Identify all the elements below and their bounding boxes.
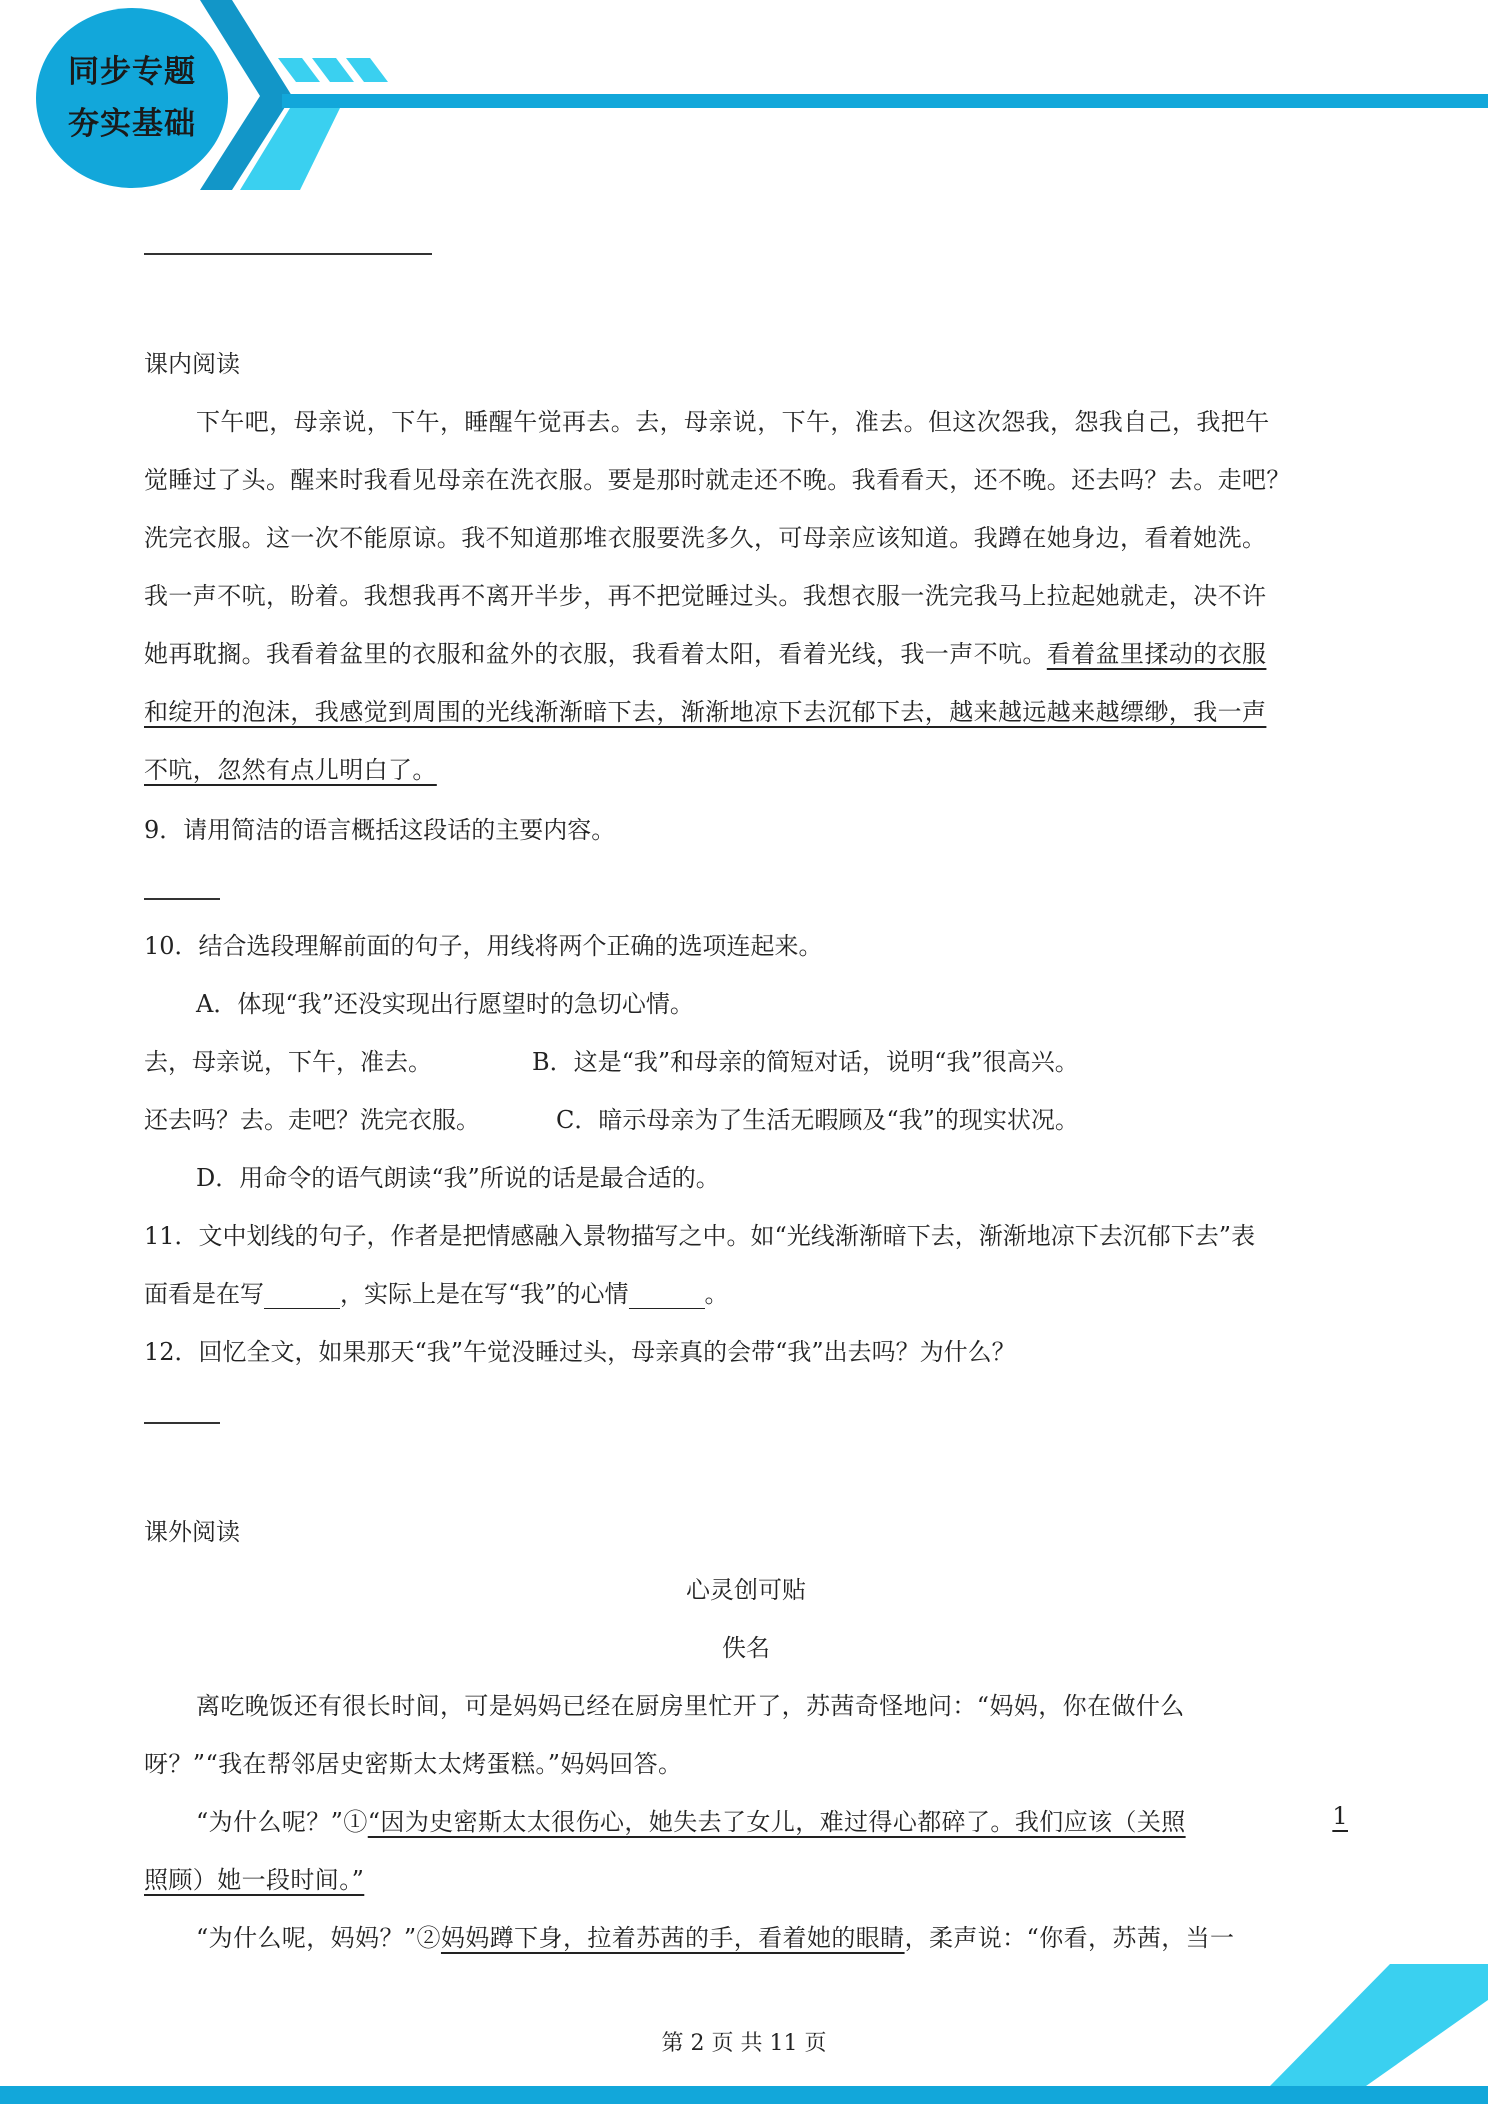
answer-line-top bbox=[144, 253, 432, 255]
question-11-line-1: 11．文中划线的句子，作者是把情感融入景物描写之中。如“光线渐渐暗下去，渐渐地凉下去沉郁下去”表 bbox=[144, 1222, 1256, 1250]
passage-line-7-underlined: 不吭，忽然有点儿明白了。 bbox=[144, 756, 437, 784]
option-d: D．用命令的语气朗读“我”所说的话是最合适的。 bbox=[196, 1164, 720, 1192]
article-p1-line-2: 呀？”“我在帮邻居史密斯太太烤蛋糕。”妈妈回答。 bbox=[144, 1750, 683, 1778]
p2-marker: 1 bbox=[1332, 1802, 1348, 1830]
p2-line-2-underlined: 照顾）她一段时间。” bbox=[144, 1866, 365, 1894]
p3-underlined: 妈妈蹲下身，拉着苏茜的手，看着她的眼睛 bbox=[440, 1924, 905, 1952]
q10-left-item-2: 还去吗？去。走吧？洗完衣服。 bbox=[144, 1106, 480, 1134]
article-p1-line-1: 离吃晚饭还有很长时间，可是妈妈已经在厨房里忙开了，苏茜奇怪地问：“妈妈，你在做什么 bbox=[196, 1692, 1185, 1720]
header-stripe-1 bbox=[278, 58, 320, 82]
header-stripe-2 bbox=[312, 58, 354, 82]
passage-line-2: 觉睡过了头。醒来时我看见母亲在洗衣服。要是那时就走还不晚。我看看天，还不晚。还去吗？去。走吧？ bbox=[144, 466, 1291, 494]
question-9: 9．请用简洁的语言概括这段话的主要内容。 bbox=[144, 816, 616, 844]
section-heading-in-class: 课内阅读 bbox=[144, 350, 240, 378]
q11-blank-2[interactable] bbox=[629, 1280, 705, 1309]
option-b: B．这是“我”和母亲的简短对话，说明“我”很高兴。 bbox=[532, 1048, 1079, 1076]
answer-line-q12[interactable] bbox=[144, 1422, 220, 1424]
option-a: A．体现“我”还没实现出行愿望时的急切心情。 bbox=[196, 990, 694, 1018]
p3-prefix: “为什么呢，妈妈？”② bbox=[196, 1924, 441, 1952]
q11-text-a: 面看是在写 bbox=[144, 1280, 264, 1308]
q11-text-c: 。 bbox=[704, 1280, 729, 1308]
question-11-line-2 bbox=[144, 1274, 729, 1309]
passage-line-4: 我一声不吭，盼着。我想我再不离开半步，再不把觉睡过头。我想衣服一洗完我马上拉起她就走，决不许 bbox=[144, 582, 1267, 610]
question-10: 10．结合选段理解前面的句子，用线将两个正确的选项连起来。 bbox=[144, 932, 823, 960]
article-p2-line-1 bbox=[144, 1802, 1348, 1837]
passage-line-6-underlined: 和绽开的泡沫，我感觉到周围的光线渐渐暗下去，渐渐地凉下去沉郁下去，越来越远越来越缥缈，我一声 bbox=[144, 698, 1267, 726]
q10-left-item-1: 去，母亲说，下午，准去。 bbox=[144, 1048, 432, 1076]
article-author: 佚名 bbox=[722, 1634, 770, 1662]
q11-text-b: ，实际上是在写“我”的心情 bbox=[340, 1280, 629, 1308]
p3-suffix: ，柔声说：“你看，苏茜，当一 bbox=[904, 1924, 1235, 1952]
header-stripe-3 bbox=[346, 58, 388, 82]
footer-slant-light bbox=[1270, 1964, 1488, 2086]
footer-bar bbox=[0, 2086, 1488, 2104]
passage-line-5 bbox=[144, 634, 1348, 669]
passage-line-7 bbox=[144, 750, 1348, 785]
article-p2-line-2 bbox=[144, 1860, 1348, 1895]
badge-line-1: 同步专题 bbox=[68, 54, 196, 90]
page-number: 第 2 页 共 11 页 bbox=[661, 2031, 827, 2056]
passage-line-3: 洗完衣服。这一次不能原谅。我不知道那堆衣服要洗多久，可母亲应该知道。我蹲在她身边，看着她洗。 bbox=[144, 524, 1267, 552]
passage-line-1: 下午吧，母亲说，下午，睡醒午觉再去。去，母亲说，下午，准去。但这次怨我，怨我自己，我把午 bbox=[196, 408, 1270, 436]
p2-underlined: “因为史密斯太太很伤心，她失去了女儿，难过得心都碎了。我们应该（关照 bbox=[367, 1808, 1186, 1836]
footer-banner bbox=[0, 1900, 1488, 2104]
p2-prefix: “为什么呢？”① bbox=[196, 1808, 368, 1836]
answer-line-q9[interactable] bbox=[144, 898, 220, 900]
header-bar bbox=[282, 94, 1488, 108]
passage-line-5-plain: 她再耽搁。我看着盆里的衣服和盆外的衣服，我看着太阳，看着光线，我一声不吭。 bbox=[144, 640, 1047, 668]
passage-underlined-start: 看着盆里揉动的衣服 bbox=[1046, 640, 1267, 668]
question-12: 12．回忆全文，如果那天“我”午觉没睡过头，母亲真的会带“我”出去吗？为什么？ bbox=[144, 1338, 1016, 1366]
article-title: 心灵创可贴 bbox=[686, 1576, 806, 1604]
q11-blank-1[interactable] bbox=[264, 1280, 340, 1309]
section-heading-extra: 课外阅读 bbox=[144, 1518, 240, 1546]
section-badge bbox=[36, 8, 228, 188]
badge-line-2: 夯实基础 bbox=[68, 106, 196, 142]
option-c: C．暗示母亲为了生活无暇顾及“我”的现实状况。 bbox=[556, 1106, 1079, 1134]
